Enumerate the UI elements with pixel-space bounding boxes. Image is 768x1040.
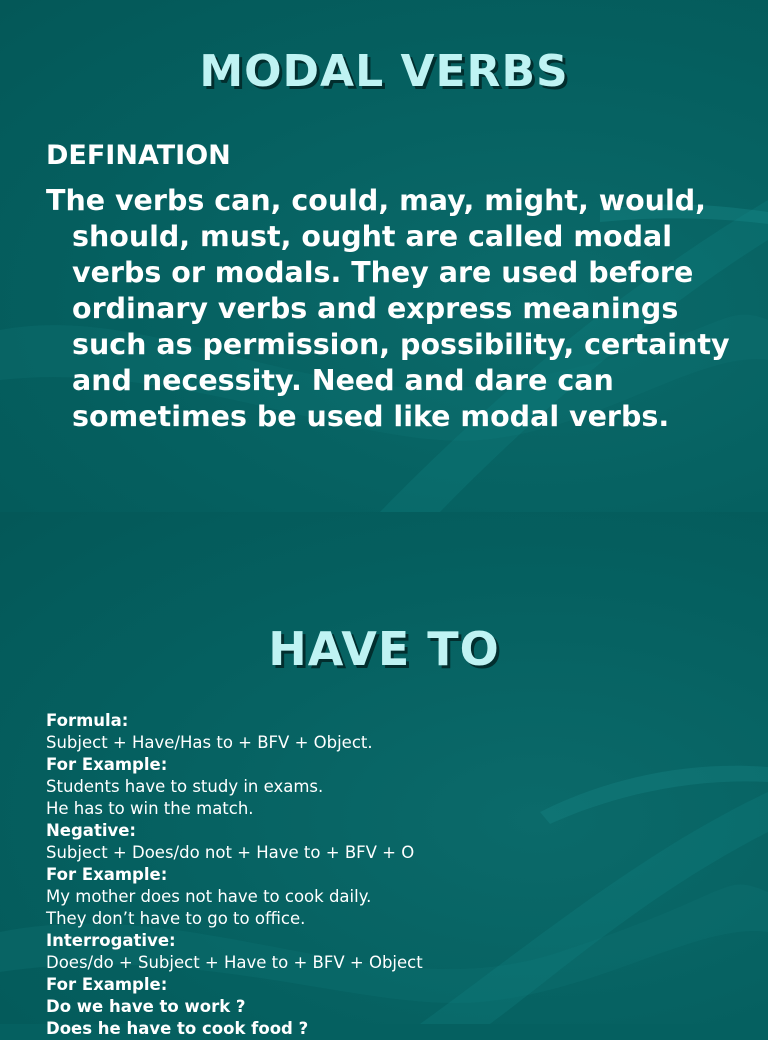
list-item: He has to win the match. [46, 799, 254, 818]
list-item: They don’t have to go to office. [46, 909, 306, 928]
definition-heading: DEFINATION [46, 140, 231, 171]
list-heading: For Example: [46, 975, 168, 994]
list-item: Students have to study in exams. [46, 777, 324, 796]
list-item: Subject + Have/Has to + BFV + Object. [46, 733, 373, 752]
list-heading: Do we have to work ? [46, 997, 246, 1016]
list-item: My mother does not have to cook daily. [46, 887, 372, 906]
list-heading: Interrogative: [46, 931, 176, 950]
list-heading: Negative: [46, 821, 137, 840]
list-item: Does/do + Subject + Have to + BFV + Object [46, 953, 423, 972]
list-heading: Does he have to cook food ? [46, 1019, 309, 1038]
formula-list [46, 710, 746, 1040]
list-item: Subject + Does/do not + Have to + BFV + O [46, 843, 415, 862]
list-heading: For Example: [46, 755, 168, 774]
slide-have-to [0, 512, 768, 1038]
definition-paragraph: The verbs can, could, may, might, would, should, must, ought are called modal verbs or modals. They are used before ordinary verbs and express meanings such as permission, possibility, certainty and necessity. Need and dare can sometimes be used like modal verbs. [46, 184, 730, 433]
list-heading: Formula: [46, 711, 129, 730]
slide-title: MODAL VERBS [199, 46, 569, 97]
slide-title: HAVE TO [268, 622, 500, 676]
slide-modal-verbs [0, 0, 768, 512]
list-heading: For Example: [46, 865, 168, 884]
